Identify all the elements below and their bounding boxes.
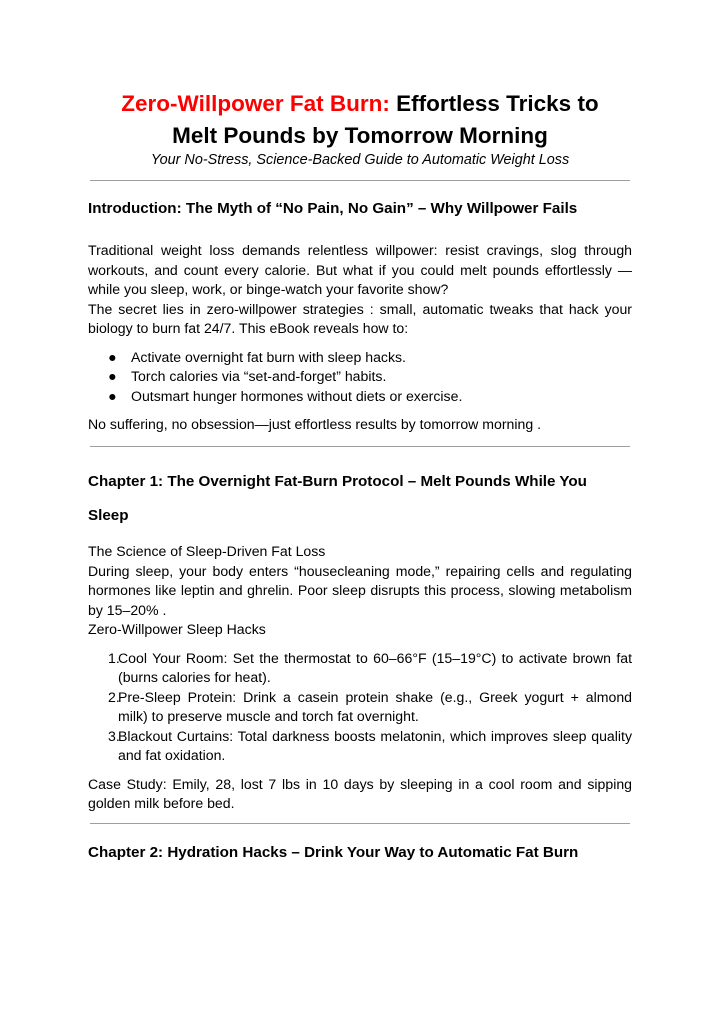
- chapter-1-heading-line-1: Chapter 1: The Overnight Fat-Burn Protocol – Melt Pounds While You: [88, 473, 587, 490]
- list-item: [88, 688, 632, 727]
- list-item: [88, 649, 632, 688]
- intro-bullet-list: [88, 348, 632, 407]
- chapter-1-section: [88, 542, 632, 814]
- divider: [90, 446, 630, 447]
- chapter-1-subhead-hacks: Zero-Willpower Sleep Hacks: [88, 621, 266, 637]
- list-item: [88, 387, 632, 407]
- list-item-text: Cool Your Room: Set the thermostat to 60–66°F (15–19°C) to activate brown fat (burns calories for heat).: [118, 649, 632, 685]
- chapter-1-paragraph: During sleep, your body enters “housecleaning mode,” repairing cells and regulating hormones like leptin and ghrelin. Poor sleep disrupts this process, slowing metabolism by 15–20% .: [88, 562, 632, 618]
- list-item-text: Torch calories via “set-and-forget” habits.: [131, 368, 387, 384]
- intro-paragraph-1: Traditional weight loss demands relentless willpower: resist cravings, slog through workouts, and count every calorie. But what if you could melt pounds effortlessly —while you sleep, work, or binge-watch your favorite show?: [88, 242, 632, 297]
- list-number: 1.: [108, 649, 120, 666]
- title-highlight: Zero-Willpower Fat Burn:: [121, 91, 390, 116]
- divider: [90, 180, 630, 181]
- sleep-hacks-list: [88, 649, 632, 766]
- bullet-icon: ●: [108, 348, 117, 365]
- list-item-text: Pre-Sleep Protein: Drink a casein protein shake (e.g., Greek yogurt + almond milk) to preserve muscle and torch fat overnight.: [118, 688, 632, 724]
- intro-section: [88, 241, 632, 435]
- list-item: [88, 348, 632, 368]
- list-item-text: Outsmart hunger hormones without diets or exercise.: [131, 387, 463, 404]
- intro-heading: Introduction: The Myth of “No Pain, No Gain” – Why Willpower Fails: [88, 200, 578, 217]
- list-item: [88, 727, 632, 766]
- list-item: [88, 367, 632, 387]
- list-item-text: Blackout Curtains: Total darkness boosts melatonin, which improves sleep quality and fat oxidation.: [118, 727, 632, 763]
- case-study: Case Study: Emily, 28, lost 7 lbs in 10 days by sleeping in a cool room and sipping golden milk before bed.: [88, 775, 632, 811]
- bullet-icon: ●: [108, 368, 117, 384]
- list-number: 3.: [108, 727, 120, 744]
- intro-paragraph-2: The secret lies in zero-willpower strategies : small, automatic tweaks that hack your biology to burn fat 24/7. This eBook reveals how to:: [88, 300, 632, 336]
- chapter-1-subhead-science: The Science of Sleep-Driven Fat Loss: [88, 543, 326, 559]
- document-subtitle: Your No-Stress, Science-Backed Guide to Automatic Weight Loss: [150, 152, 570, 168]
- document-title: [60, 88, 660, 152]
- chapter-1-heading: [88, 465, 633, 533]
- divider: [90, 823, 630, 824]
- list-number: 2.: [108, 688, 120, 705]
- title-rest: Effortless Tricks to: [396, 91, 599, 116]
- intro-closing: No suffering, no obsession—just effortless results by tomorrow morning .: [88, 416, 542, 432]
- chapter-2-heading: Chapter 2: Hydration Hacks – Drink Your Way to Automatic Fat Burn: [88, 844, 579, 861]
- title-line-2: Melt Pounds by Tomorrow Morning: [172, 123, 548, 148]
- chapter-1-heading-line-2: Sleep: [88, 507, 129, 524]
- list-item-text: Activate overnight fat burn with sleep hacks.: [131, 348, 406, 365]
- bullet-icon: ●: [108, 387, 117, 404]
